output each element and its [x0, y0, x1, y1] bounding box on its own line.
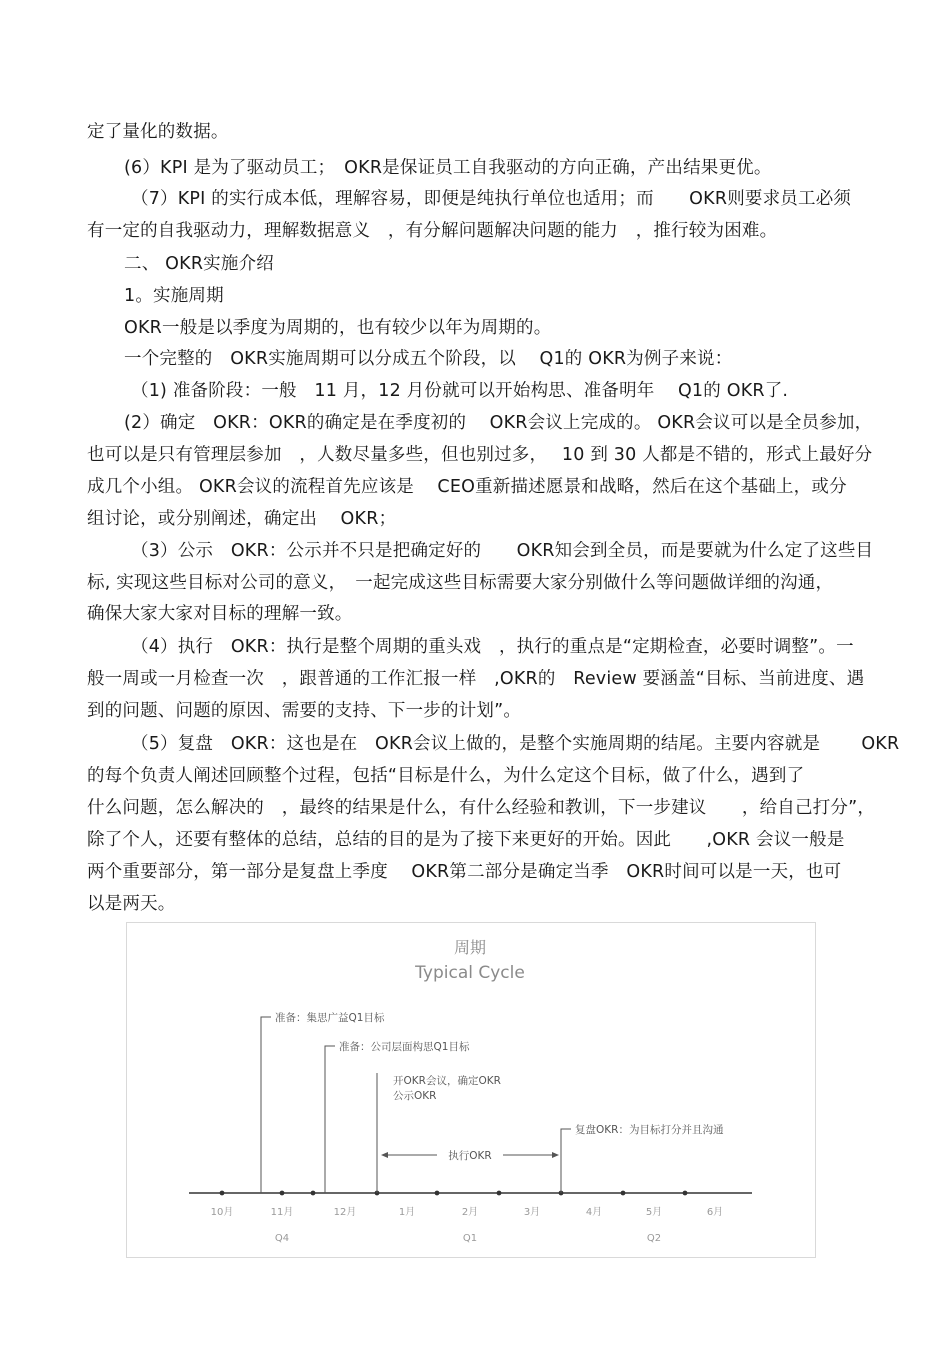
okr-cycle-figure [126, 922, 816, 1258]
month-dot [280, 1191, 285, 1196]
month-dot [683, 1191, 688, 1196]
annotation-review: 复盘OKR：为目标打分并且沟通 [575, 1124, 724, 1136]
month-label: 5月 [645, 1207, 663, 1218]
paragraph-line: （5）复盘 OKR：这也是在 OKR会议上做的，是整个实施周期的结尾。主要内容就是 OKR [131, 734, 900, 754]
annotation-prepare-team: 准备：集思广益Q1目标 [275, 1012, 385, 1024]
milestone-line [325, 1046, 335, 1193]
paragraph-line: 也可以是只有管理层参加 ，人数尽量多些，但也别过多， 10 到 30 人都是不错的，形式上最好分 [87, 445, 873, 465]
paragraph-line: 什么问题，怎么解决的 ，最终的结果是什么，有什么经验和教训，下一步建议 ，给自己打分”， [87, 798, 876, 818]
quarter-label: Q4 [274, 1233, 290, 1244]
month-dot [497, 1191, 502, 1196]
paragraph-line: 般一周或一月检查一次 ，跟普通的工作汇报一样 ,OKR的 Review 要涵盖“目标、当前进度、遇 [87, 669, 865, 689]
paragraph-line: (6）KPI 是为了驱动员工； OKR是保证员工自我驱动的方向正确，产出结果更优。 [124, 158, 772, 178]
paragraph-line: 到的问题、问题的原因、需要的支持、下一步的计划”。 [87, 701, 522, 721]
paragraph-line: OKR一般是以季度为周期的，也有较少以年为周期的。 [124, 318, 552, 338]
paragraph-line: 确保大家大家对目标的理解一致。 [87, 604, 353, 624]
annotation-prepare-company: 准备：公司层面构思Q1目标 [339, 1041, 470, 1053]
paragraph-line: 成几个小组。 OKR会议的流程首先应该是 CEO重新描述愿景和战略，然后在这个基础上，或分 [87, 477, 847, 497]
month-label: 4月 [585, 1207, 603, 1218]
quarter-label: Q1 [462, 1233, 478, 1244]
paragraph-line: 有一定的自我驱动力，理解数据意义 ，有分解问题解决问题的能力 ，推行较为困难。 [87, 221, 778, 241]
annotation-execute: 执行OKR [448, 1150, 492, 1162]
paragraph-line: （1) 准备阶段：一般 11 月，12 月份就可以开始构思、准备明年 Q1的 OKR了. [131, 381, 789, 401]
paragraph-line: 标, 实现这些目标对公司的意义， 一起完成这些目标需要大家分别做什么等问题做详细的沟通， [87, 573, 834, 593]
section-heading: 二、 OKR实施介绍 [124, 254, 274, 274]
paragraph-line: （3）公示 OKR：公示并不只是把确定好的 OKR知会到全员，而是要就为什么定了这些目 [131, 541, 874, 561]
figure-title-en: Typical Cycle [415, 963, 525, 983]
month-label: 3月 [523, 1207, 541, 1218]
month-label: 2月 [461, 1207, 479, 1218]
month-label: 10月 [210, 1207, 234, 1218]
paragraph-line: 两个重要部分，第一部分是复盘上季度 OKR第二部分是确定当季 OKR时间可以是一天，也可 [87, 862, 842, 882]
month-dot [220, 1191, 225, 1196]
milestone-line [561, 1129, 571, 1193]
month-label: 1月 [398, 1207, 416, 1218]
paragraph-line: 的每个负责人阐述回顾整个过程，包括“目标是什么，为什么定这个目标，做了什么，遇到了 [87, 766, 805, 786]
paragraph-line: 除了个人，还要有整体的总结，总结的目的是为了接下来更好的开始。因此 ,OKR 会议一般是 [87, 830, 845, 850]
paragraph-line: 一个完整的 OKR实施周期可以分成五个阶段，以 Q1的 OKR为例子来说： [124, 349, 733, 369]
milestone-line [261, 1017, 271, 1193]
month-dot [311, 1191, 316, 1196]
month-label: 11月 [270, 1207, 294, 1218]
arrow-head-left [381, 1152, 388, 1158]
month-dot [621, 1191, 626, 1196]
paragraph-line: 以是两天。 [87, 894, 176, 914]
paragraph-line: 定了量化的数据。 [87, 122, 229, 142]
month-label: 6月 [706, 1207, 724, 1218]
paragraph-line: 组讨论，或分别阐述，确定出 OKR； [87, 509, 397, 529]
subsection-heading: 1。实施周期 [124, 286, 224, 306]
month-label: 12月 [333, 1207, 357, 1218]
annotation-publish: 公示OKR [393, 1090, 437, 1102]
paragraph-line: （7）KPI 的实行成本低，理解容易，即便是纯执行单位也适用；而 OKR则要求员工必须 [131, 189, 852, 209]
month-dot [435, 1191, 440, 1196]
paragraph-line: （4）执行 OKR：执行是整个周期的重头戏 ，执行的重点是“定期检查，必要时调整”。一 [131, 637, 854, 657]
paragraph-line: (2）确定 OKR：OKR的确定是在季度初的 OKR会议上完成的。 OKR会议可以是全员参加， [124, 413, 873, 433]
timeline-diagram [127, 923, 815, 1257]
annotation-meeting: 开OKR会议，确定OKR [393, 1075, 501, 1087]
arrow-head-right [552, 1152, 559, 1158]
figure-title-cn: 周期 [453, 938, 487, 957]
quarter-label: Q2 [646, 1233, 662, 1244]
